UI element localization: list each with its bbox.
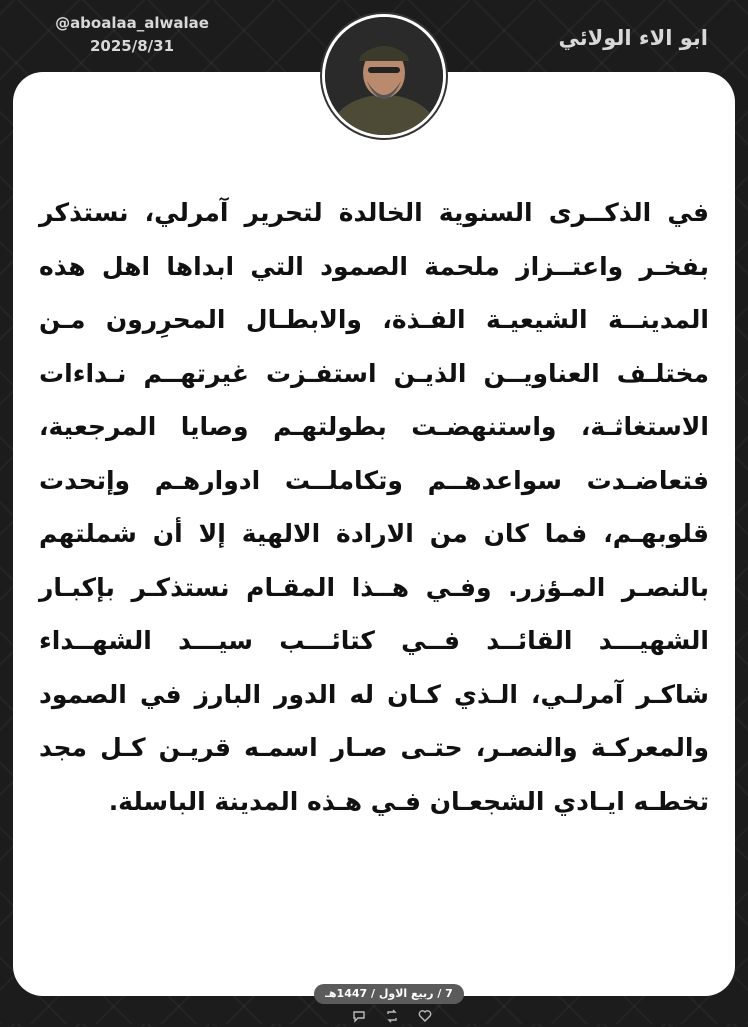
- post-line: شاكـر آمرلـي، الـذي كـان له الدور البارز في الصمود: [39, 679, 709, 709]
- post-handle[interactable]: @aboalaa_alwalae: [55, 14, 209, 32]
- post-line: بفخـر واعتــزاز ملحمة الصمود التي ابداها اهل هذه: [39, 251, 709, 281]
- post-line: قلوبهـم، فما كان من الارادة الالهية إلا أن شملتهم: [39, 519, 709, 548]
- post-line: فتعاضـدت سواعدهــم وتكاملــت ادوارهـم وإتحدت: [39, 465, 709, 495]
- post-line: الاستغاثـة، واستنهضـت بطولتهـم وصايا المرجعية،: [39, 412, 709, 441]
- like-icon[interactable]: [418, 1008, 432, 1022]
- post-line: الشهيـــد القائــد فــي كتائـــب سيـــد الشهــداء: [39, 626, 709, 655]
- reply-icon[interactable]: [352, 1008, 366, 1022]
- post-line: في الذكــرى السنوية الخالدة لتحرير آمرلي، نستذكر: [39, 198, 709, 227]
- post-card: [13, 72, 735, 996]
- avatar[interactable]: [322, 14, 446, 138]
- repost-icon[interactable]: [385, 1008, 399, 1022]
- post-line: تخطـه ايـادي الشجعـان فـي هـذه المدينة الباسلة.: [108, 786, 709, 816]
- post-line: المدينــة الشيعيـة الفـذة، والابطـال المحرِرون مـن: [39, 305, 709, 334]
- hijri-date-badge: 7 / ربيع الاول / 1447هـ: [314, 984, 464, 1004]
- post-text: [39, 186, 709, 828]
- post-line: والمعركـة والنصـر، حتـى صـار اسمـه قريـن كـل مجد: [39, 733, 709, 762]
- post-line: مختلـف العناويــن الذيـن استفـزت غيرتهــم نـداءات: [39, 358, 709, 388]
- profile-photo-icon: [325, 17, 443, 135]
- post-actions: [352, 1008, 432, 1022]
- post-date: 2025/8/31: [89, 37, 175, 55]
- author-name[interactable]: ابو الاء الولائي: [558, 26, 708, 50]
- post-line: بالنصـر المـؤزر. وفـي هــذا المقـام نستذكـر بإكبـار: [39, 572, 709, 602]
